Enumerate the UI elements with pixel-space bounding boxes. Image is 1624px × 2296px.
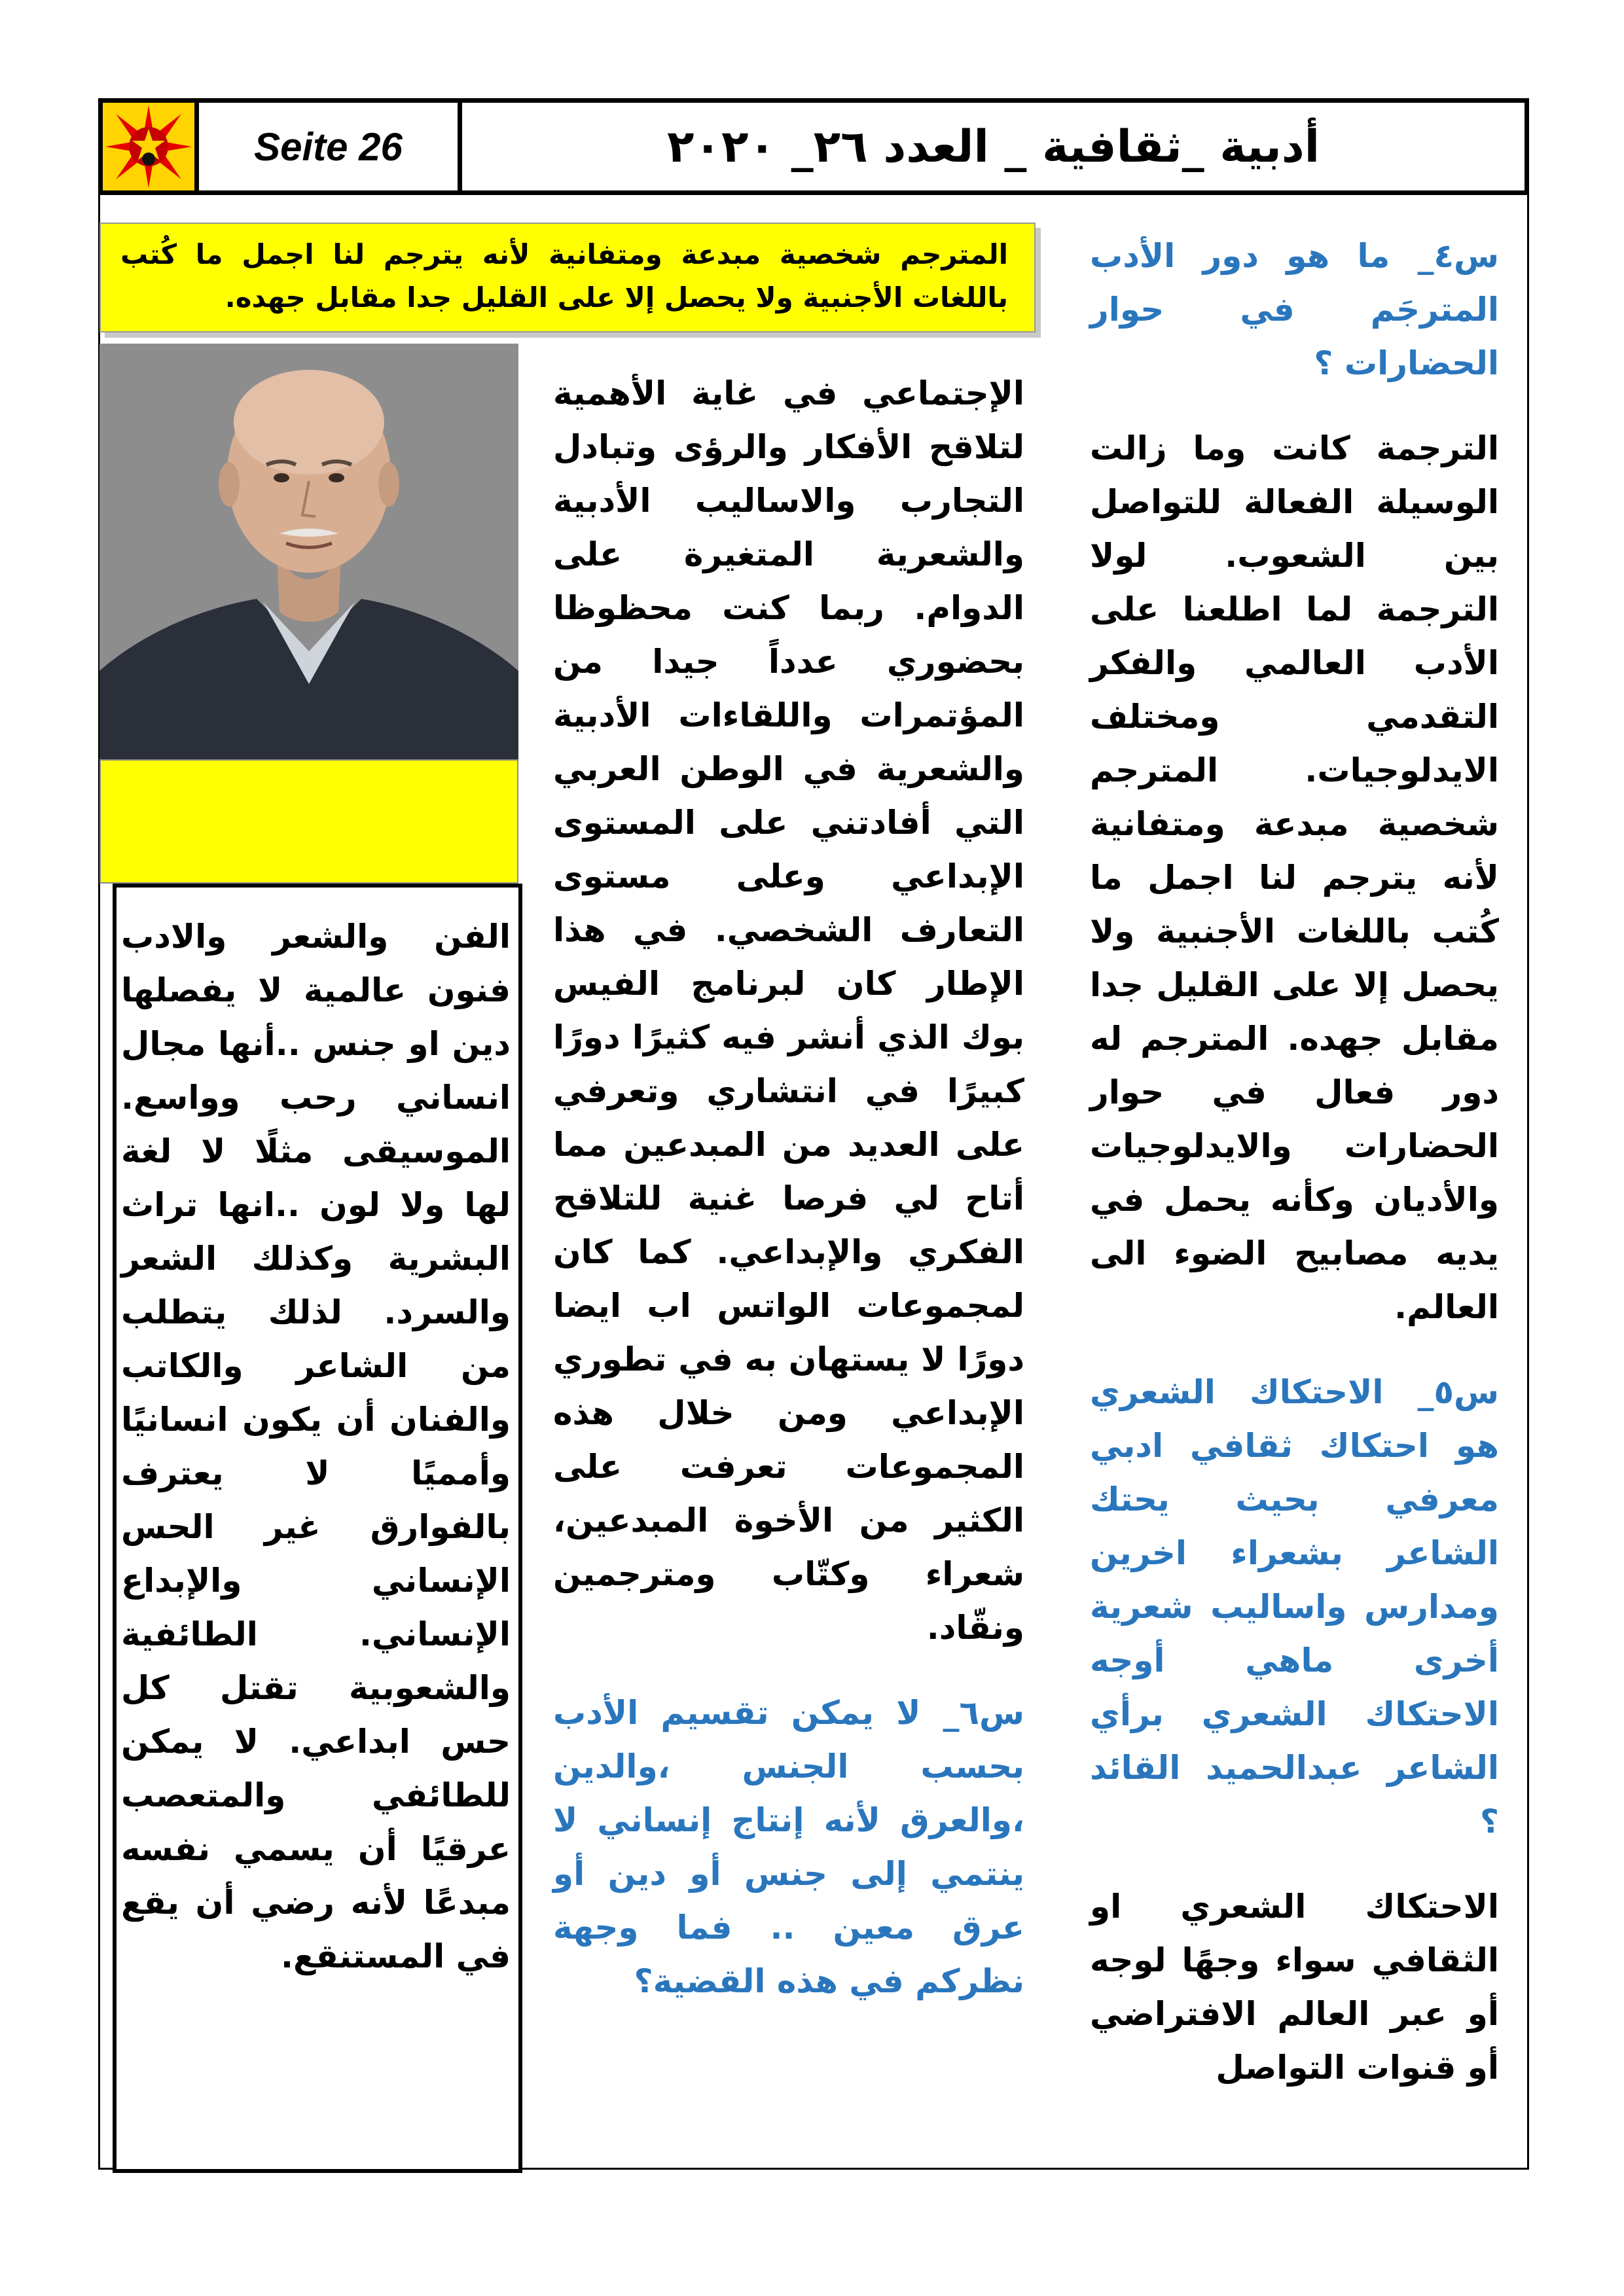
right-column — [1090, 229, 1499, 2094]
question-6: س٦_ لا يمكن تقسيم الأدب بحسب الجنس ،والدين ،والعرق لأنه إنتاج إنساني لا ينتمي إلى جنس أو دين أو عرق معين .. فما وجهة نظركم في هذه القضية؟ — [553, 1694, 1024, 2000]
answer-4: الترجمة كانت وما زالت الوسيلة الفعالة للتواصل بين الشعوب. لولا الترجمة لما اطلعنا على الأدب العالمي والفكر التقدمي ومختلف الايدلوجيات. المترجم شخصية مبدعة ومتفانية لأنه يترجم لنا اجمل ما كُتب باللغات الأجنبية ولا يحصل إلا على القليل جدا مقابل جهده. المترجم له دور فعال في حوار الحضارات والايدلوجيات والأديان وكأنه يحمل في يديه مصابيح الضوء الى العالم. — [1090, 429, 1499, 1326]
page-number-label: Seite 26 — [254, 124, 403, 169]
answer-5-continued: الإجتماعي في غاية الأهمية لتلاقح الأفكار والرؤى وتبادل التجارب والاساليب الأدبية والشعرية المتغيرة على الدوام. ربما كنت محظوظا بحضوري عدداً جيدا من المؤتمرات واللقاءات الأدبية والشعرية في الوطن العربي التي أفادتني على المستوى الإبداعي وعلى مستوى التعارف الشخصي. في هذا الإطار كان لبرنامج الفيس بوك الذي أنشر فيه كثيرًا دورًا كبيرًا في انتشاري وتعرفي على العديد من المبدعين مما أتاح لي فرصا غنية للتلاقح الفكري والإبداعي. كما كان لمجموعات الواتس اب ايضا دورًا لا يستهان به في تطوري الإبداعي ومن خلال هذه المجموعات تعرفت على الكثير من الأخوة المبدعين، شعراء وكتّاب ومترجمين ونقّاد. — [553, 374, 1024, 1647]
header-title-cell — [462, 103, 1525, 190]
issue-title: أدبية _ثقافية _ العدد ٢٦_ ٢٠٢٠ — [666, 120, 1320, 173]
answer-6: الفن والشعر والادب فنون عالمية لا يفصلها دين او جنس ..أنها مجال انساني رحب وواسع. الموسيقى مثلًا لا لغة لها ولا لون ..انها تراث البشرية وكذلك الشعر والسرد. لذلك يتطلب من الشاعر والكاتب والفنان أن يكون انسانيًا وأمميًا لا يعترف بالفوارق غير الحس الإنساني والإبداع الإنساني. الطائفية والشعوبية تقتل كل حس ابداعي. لا يمكن للطائفي والمتعصب عرقيًا أن يسمي نفسه مبدعًا لأنه رضي أن يقع في المستنقع. — [121, 918, 511, 1975]
question-4: س٤_ ما هو دور الأدب المترجَم في حوار الحضارات ؟ — [1090, 237, 1499, 382]
pull-quote-text: المترجم شخصية مبدعة ومتفانية لأنه يترجم لنا اجمل ما كُتب باللغات الأجنبية ولا يحصل إلا على القليل جدا مقابل جهده. — [120, 238, 1008, 314]
page-number — [199, 103, 462, 190]
caption-highlight-box — [99, 759, 518, 884]
emblem-logo — [103, 103, 199, 190]
page-header — [98, 98, 1529, 195]
question-5: س٥_ الاحتكاك الشعري هو احتكاك ثقافي ادبي معرفي بحيث يحتك الشاعر بشعراء اخرين ومدارس واساليب شعرية أخرى ماهي أوجه الاحتكاك الشعري برأي الشاعر عبدالحميد القائد ؟ — [1090, 1373, 1499, 1840]
pull-quote-box — [99, 223, 1036, 332]
portrait-image — [99, 344, 518, 759]
star-emblem-icon — [103, 103, 194, 190]
middle-column — [553, 367, 1024, 2008]
left-column — [121, 910, 511, 1983]
author-portrait — [99, 344, 518, 759]
answer-5-start: الاحتكاك الشعري او الثقافي سواء وجهًا لوجه أو عبر العالم الافتراضي أو قنوات التواصل — [1090, 1888, 1499, 2087]
